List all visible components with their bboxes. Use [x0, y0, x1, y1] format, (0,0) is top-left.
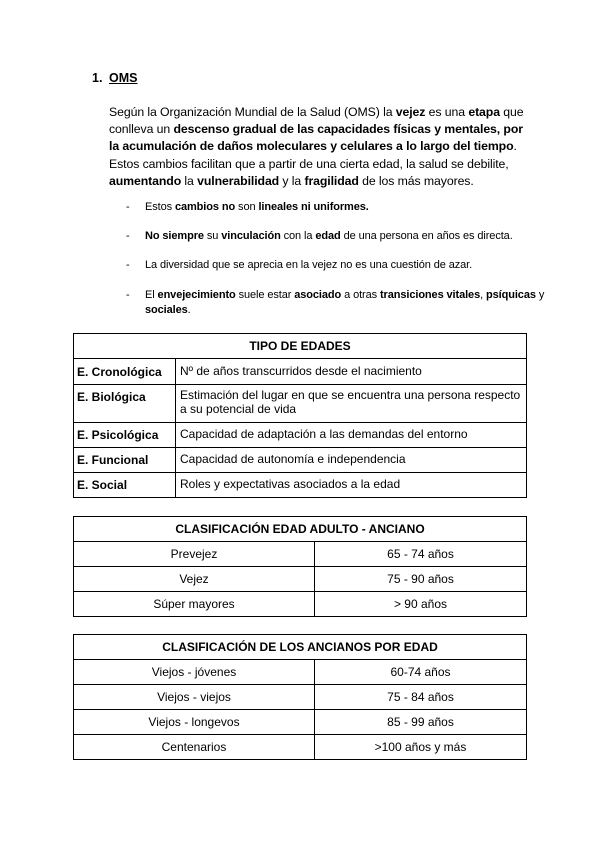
age-type-label: E. Biológica	[74, 385, 176, 423]
bullet-dash: -	[126, 259, 130, 271]
bullet-dash: -	[126, 230, 130, 242]
intro-paragraph	[109, 104, 529, 190]
group-range: 75 - 84 años	[315, 685, 527, 710]
intro-bold: descenso gradual de las capacidades físicas y mentales, por la acumulación de daños moleculares y celulares a lo largo del tiempo	[109, 122, 523, 154]
bullet-text: ,	[480, 289, 487, 301]
bullet-bold: cambios no	[174, 201, 236, 213]
bullet-text: La diversidad que se aprecia en la vejez no es una cuestión de azar.	[145, 259, 473, 271]
bullet-item	[126, 288, 545, 317]
stage-range: > 90 años	[315, 592, 527, 617]
table-row	[74, 567, 527, 592]
bullet-dash: -	[126, 289, 130, 301]
table-title: CLASIFICACIÓN DE LOS ANCIANOS POR EDAD	[74, 635, 527, 660]
intro-bold: vulnerabilidad	[197, 173, 280, 188]
bullet-bold: transiciones vitales	[379, 289, 481, 301]
intro-bold: fragilidad	[304, 173, 359, 188]
bullet-item	[126, 229, 545, 244]
table-row	[74, 735, 527, 760]
table-clasificacion-ancianos	[73, 634, 527, 760]
section-number: 1.	[92, 71, 103, 85]
bullet-text: son	[235, 201, 259, 213]
table-title: TIPO DE EDADES	[74, 334, 527, 359]
bullet-text: a otras	[341, 289, 380, 301]
table-clasificacion-adulto-anciano	[73, 516, 527, 617]
bullet-bold: envejecimiento	[157, 289, 236, 301]
bullet-item	[126, 258, 545, 273]
age-type-label: E. Cronológica	[74, 359, 176, 385]
bullet-text: de una persona en años es directa.	[340, 230, 513, 242]
group-range: 85 - 99 años	[315, 710, 527, 735]
table-header-row	[74, 334, 527, 359]
table-tipo-edades	[73, 333, 527, 498]
table-row	[74, 359, 527, 385]
bullet-text: su	[203, 230, 222, 242]
table-header-row	[74, 635, 527, 660]
table-title: CLASIFICACIÓN EDAD ADULTO - ANCIANO	[74, 517, 527, 542]
group-name: Centenarios	[74, 735, 315, 760]
bullet-text: El	[145, 289, 158, 301]
table-row	[74, 448, 527, 473]
intro-text: . Estos cambios facilitan que a partir de una cierta edad, la salud se debilite,	[109, 139, 517, 171]
intro-text: de los más mayores.	[358, 173, 474, 188]
bullet-text: suele estar	[235, 289, 295, 301]
bullet-bold: sociales	[145, 303, 188, 316]
stage-range: 65 - 74 años	[315, 542, 527, 567]
table-row	[74, 592, 527, 617]
intro-text: que conlleva un	[109, 105, 524, 137]
age-type-description: Nº de años transcurridos desde el nacimiento	[176, 359, 527, 385]
section-heading	[92, 71, 137, 85]
table-row	[74, 385, 527, 423]
section-title: OMS	[109, 71, 138, 85]
bullet-dash: -	[126, 201, 130, 213]
bullet-bold: No siempre	[145, 230, 204, 242]
stage-name: Súper mayores	[74, 592, 315, 617]
group-name: Viejos - jóvenes	[74, 660, 315, 685]
intro-bold: vejez	[395, 105, 426, 119]
age-type-label: E. Funcional	[74, 448, 176, 473]
bullet-item	[126, 200, 545, 215]
table-row	[74, 710, 527, 735]
stage-range: 75 - 90 años	[315, 567, 527, 592]
intro-text: Según la Organización Mundial de la Salud (OMS) la	[109, 105, 396, 119]
age-type-description: Roles y expectativas asociados a la edad	[176, 473, 527, 498]
intro-text: la	[181, 173, 198, 188]
table-row	[74, 423, 527, 448]
bullet-text: .	[187, 303, 191, 316]
table-row	[74, 473, 527, 498]
group-range: >100 años y más	[315, 735, 527, 760]
table-row	[74, 685, 527, 710]
age-type-label: E. Social	[74, 473, 176, 498]
table-header-row	[74, 517, 527, 542]
stage-name: Vejez	[74, 567, 315, 592]
bullet-bold: edad	[315, 230, 341, 242]
intro-bold: etapa	[468, 105, 500, 119]
age-type-description: Capacidad de autonomía e independencia	[176, 448, 527, 473]
group-range: 60-74 años	[315, 660, 527, 685]
bullet-bold: asociado	[294, 289, 342, 301]
intro-text: y la	[279, 173, 305, 188]
bullet-bold: psíquicas	[486, 289, 536, 301]
age-type-description: Estimación del lugar en que se encuentra una persona respecto a su potencial de vida	[176, 385, 527, 423]
group-name: Viejos - longevos	[74, 710, 315, 735]
bullet-text: y	[535, 289, 545, 301]
table-row	[74, 660, 527, 685]
bullet-bold: lineales ni uniformes.	[258, 201, 369, 213]
intro-text: es una	[425, 105, 469, 119]
bullet-text: Estos	[145, 201, 175, 213]
stage-name: Prevejez	[74, 542, 315, 567]
bullet-text: con la	[280, 230, 316, 242]
age-type-label: E. Psicológica	[74, 423, 176, 448]
bullet-bold: vinculación	[221, 230, 281, 242]
age-type-description: Capacidad de adaptación a las demandas del entorno	[176, 423, 527, 448]
intro-bold: aumentando	[109, 173, 182, 188]
table-row	[74, 542, 527, 567]
group-name: Viejos - viejos	[74, 685, 315, 710]
